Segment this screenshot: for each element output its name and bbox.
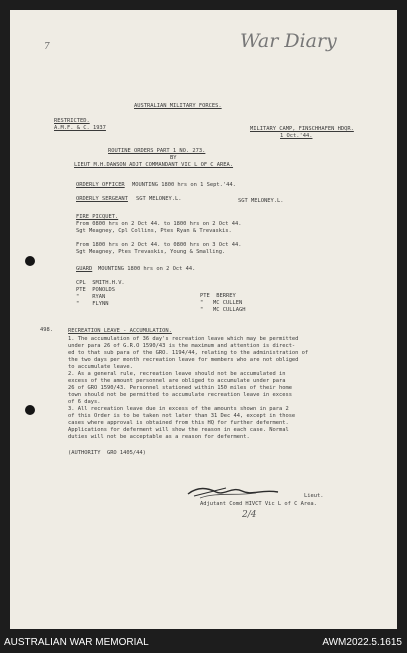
guard-member: PTE PONOLDS — [76, 287, 115, 293]
paragraph-line: of 6 days. — [68, 399, 101, 405]
orders-title: ROUTINE ORDERS PART 1 NO. 273. — [108, 148, 206, 154]
fire-picquet-line: Sgt Meagney, Ptes Trevaskis, Young & Smalling. — [76, 249, 226, 255]
signature-title: Adjutant Comd HIVCT Vic L of C Area. — [200, 501, 317, 507]
paragraph-line: 26 of GRO 1590/43. Personnel stationed within 150 miles of their home — [68, 385, 292, 391]
guard-member: " MC CULLEN — [200, 300, 243, 306]
guard-member: CPL SMITH.H.V. — [76, 280, 125, 286]
handwritten-initials: 2/4 — [242, 510, 257, 520]
section-number: 498. — [40, 327, 53, 333]
guard-member: " FLYNN — [76, 301, 109, 307]
paragraph-line: ed to that sub para of the GRO. 1194/44, relating to the administration of — [68, 350, 309, 356]
camp-location: MILITARY CAMP, FINSCHHAFEN HDQR. — [250, 126, 354, 132]
guard-member: " RYAN — [76, 294, 106, 300]
paragraph-line: under para 26 of G.R.O 1590/43 is the maximum and attention is direct- — [68, 343, 296, 349]
restricted-label: RESTRICTED. — [54, 118, 90, 124]
document-page — [10, 10, 397, 629]
document-header-title: AUSTRALIAN MILITARY FORCES. — [134, 103, 222, 109]
guard-text: MOUNTING 1800 hrs on 2 Oct 44. — [98, 266, 196, 272]
orders-by: BY — [170, 155, 177, 161]
margin-mark: 7 — [44, 42, 50, 52]
document-date: 1 Oct.'44. — [280, 133, 313, 139]
signature-rank: Lieut. — [304, 493, 324, 499]
paragraph-line: 3. All recreation leave due in excess of the amounts shown in para 2 — [68, 406, 289, 412]
paragraph-line: the two days per month recreation leave for members who are not obliged — [68, 357, 299, 363]
punch-hole — [25, 405, 35, 415]
orderly-officer-text: MOUNTING 1800 hrs on 1 Sept.'44. — [132, 182, 236, 188]
fire-picquet-line: From 1800 hrs on 2 Oct 44. to 0800 hrs on 3 Oct 44. — [76, 242, 242, 248]
guard-member: " MC CULLAGH — [200, 307, 246, 313]
authority-reference: (AUTHORITY GRO 1405/44) — [68, 450, 146, 456]
orderly-sergeant-label: ORDERLY SERGEANT — [76, 196, 128, 202]
guard-label: GUARD — [76, 266, 93, 272]
punch-hole — [25, 256, 35, 266]
paragraph-line: town should not be permitted to accumulate recreation leave in excess — [68, 392, 292, 398]
paragraph-line: 1. The accumulation of 36 day's recreation leave which may be permitted — [68, 336, 299, 342]
paragraph-line: Applications for deferment will show the reason in each case. Normal — [68, 427, 289, 433]
paragraph-line: to accumulate leave. — [68, 364, 133, 370]
section-heading: RECREATION LEAVE - ACCUMULATION. — [68, 328, 172, 334]
orderly-officer-label: ORDERLY OFFICER — [76, 182, 125, 188]
orderly-sergeant-next: SGT MELONEY.L. — [238, 198, 284, 204]
orders-subtitle: LIEUT M.H.DAWSON ADJT COMMANDANT VIC L OF C AREA. — [74, 162, 234, 168]
signature-scrawl — [186, 480, 286, 502]
paragraph-line: 2. As a general rule, recreation leave should not be accumulated in — [68, 371, 286, 377]
handwritten-note: War Diary — [240, 30, 337, 52]
fire-picquet-label: FIRE PICQUET. — [76, 214, 119, 220]
paragraph-line: cases where approval is obtained from this HQ for further deferment. — [68, 420, 289, 426]
fire-picquet-line: From 0800 hrs on 2 Oct 44. to 1800 hrs on 2 Oct 44. — [76, 221, 242, 227]
footer-accession-number: AWM2022.5.1615 — [322, 637, 402, 648]
orderly-sergeant-name: SGT MELONEY.L. — [136, 196, 182, 202]
archive-footer — [0, 632, 407, 653]
paragraph-line: of this Order is to be taken not later than 31 Dec 44, except in those — [68, 413, 296, 419]
paragraph-line: duties will not be acceptable as a reason for deferment. — [68, 434, 250, 440]
paragraph-line: excess of the amount personnel are obliged to accumulate under para — [68, 378, 286, 384]
fire-picquet-line: Sgt Meagney, Cpl Collins, Ptes Ryan & Trevaskis. — [76, 228, 232, 234]
reference-number: A.M.F. & C. 1937 — [54, 125, 106, 131]
footer-institution: AUSTRALIAN WAR MEMORIAL — [4, 637, 149, 648]
guard-member: PTE BERREY — [200, 293, 236, 299]
